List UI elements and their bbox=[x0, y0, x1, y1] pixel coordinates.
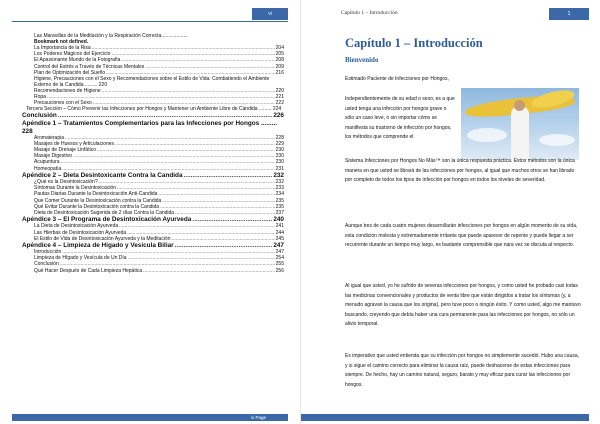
toc-entry-page: 222 bbox=[275, 100, 284, 107]
toc-error-note: Bookmark not defined. bbox=[34, 39, 89, 46]
person-head-shape bbox=[514, 100, 525, 111]
person-shape bbox=[511, 106, 529, 160]
toc-chapter-entry[interactable] bbox=[22, 242, 284, 250]
toc-entry-page: 256 bbox=[275, 267, 284, 274]
woman-with-yellow-scarf-photo bbox=[461, 88, 579, 160]
right-page-footer bbox=[301, 414, 589, 421]
right-page bbox=[300, 0, 600, 424]
toc-entry-title: Conclusión bbox=[34, 261, 59, 268]
toc-entry-title: Introducción bbox=[34, 249, 62, 256]
toc-leader-dots: ......... bbox=[259, 119, 277, 127]
paragraph-statistics: Aunque tres de cada cuatro mujeres desarrollarán infecciones por hongos en algún momento de su vida, esta condición molesta y extremadamente irritante que puede aparecer de repente y puede llegar a ser recurrente durante un tiempo muy largo, es bastante comprensible que nara vez se discuta al respecto. bbox=[345, 223, 578, 249]
toc-entry-page: 228 bbox=[275, 135, 284, 142]
toc-entry-page: 247 bbox=[275, 249, 284, 256]
toc-entry-title: Dieta de Desintoxicación Sugerida de 2 días Contra la Candida bbox=[34, 209, 175, 216]
section-title: Bienvenido bbox=[345, 56, 379, 64]
toc-entry-title: ¿Qué es la Desintoxicación? bbox=[34, 179, 98, 186]
toc-entry-page: 240 bbox=[273, 215, 284, 223]
toc-entry-page: 228 bbox=[22, 127, 33, 135]
toc-entry-page: 205 bbox=[275, 51, 284, 58]
toc-entry-title: Los Poderes Mágicos del Ejercicio bbox=[34, 51, 111, 58]
toc-entry-title: El Apasionante Mundo de la Fotografía bbox=[34, 57, 121, 64]
toc-entry-title: Qué Hacer Después de Cada Limpieza Hepática bbox=[34, 267, 143, 274]
toc-entry-title: Las Hierbas de Desintoxicación Ayurveda bbox=[34, 229, 127, 236]
toc-entry-page: 255 bbox=[275, 261, 284, 268]
toc-entry-page: 204 bbox=[275, 45, 284, 52]
toc-leader-dots: ......... bbox=[83, 81, 99, 88]
toc-entry-title: Masaje de Drenaje Linfático bbox=[34, 147, 96, 154]
toc-entry-page: 235 bbox=[275, 203, 284, 210]
toc-entry-title: Masaje Digestivo bbox=[34, 153, 73, 160]
toc-entry-title: La Importancia de la Risa bbox=[34, 45, 91, 52]
toc-leader-dots bbox=[175, 242, 273, 250]
chapter-title: Capítulo 1 – Introducción bbox=[345, 36, 483, 50]
toc-entry-title: Apéndice 1 – Tratamientos Complementarios para las Infecciones por Hongos bbox=[22, 119, 260, 127]
toc-entry-page: 237 bbox=[275, 209, 284, 216]
left-page-footer bbox=[12, 414, 288, 421]
running-header-title: Capítulo 1 – Introducción bbox=[341, 10, 398, 16]
paragraph-cause: Es imperativo que usted entienda que su infección por hongos no simplemente sucedió. Hubo una causa, y si sigue el camino correcto para eliminar la causa raíz, puede deshacerse de estas infecciones para siempre. De hecho, hay un camino natural, seguro, barato y muy eficaz para curar las infecciones por hongos. bbox=[345, 353, 580, 388]
right-page-header bbox=[341, 8, 589, 21]
toc-entry-title: Pautas Diarias Durante la Desintoxicación Anti-Candida bbox=[34, 191, 158, 198]
toc-entry[interactable] bbox=[22, 268, 284, 274]
right-page-number-box: 1 bbox=[549, 8, 589, 20]
toc-entry-title: Síntomas Durante la Desintoxicación bbox=[34, 185, 116, 192]
toc-chapter-entry[interactable] bbox=[22, 216, 284, 224]
toc-entry-page: 224 bbox=[272, 106, 282, 113]
toc-entry-page: 231 bbox=[275, 165, 284, 172]
toc-entry-page: 232 bbox=[273, 171, 284, 179]
toc-entry[interactable]: Las Maravillas de la Meditación y la Respiración Correcta................... bbox=[34, 33, 188, 39]
toc-entry-page: 220 bbox=[275, 87, 284, 94]
toc-entry-title: Aromaterapia bbox=[34, 135, 65, 142]
toc-entry-title: Apéndice 3 – El Programa de Desintoxicación Ayurveda bbox=[22, 215, 192, 223]
toc-entry-page: 216 bbox=[275, 69, 284, 76]
toc-entry-page: 226 bbox=[273, 112, 284, 120]
paragraph-intro: Independientemente de su edad o sexo, es a que usted tenga una infección por hongos grave o sólo un caso leve, o sin importar cómo se manifiesta su trastorno de infección por hongos, los métodos que comprende el bbox=[345, 96, 455, 141]
toc-entry-page: 245 bbox=[275, 235, 284, 242]
cloud-shape bbox=[467, 128, 507, 142]
toc-entry-page: 235 bbox=[275, 197, 284, 204]
toc-entry-title: Apéndice 2 – Dieta Desintoxicante Contra la Candida bbox=[22, 171, 183, 179]
toc-entry-page: 230 bbox=[275, 147, 284, 154]
toc-chapter-entry[interactable] bbox=[22, 172, 284, 180]
toc-leader-dots bbox=[58, 112, 273, 120]
toc-entry-page: 221 bbox=[275, 94, 284, 101]
toc-entry-page: 234 bbox=[275, 191, 284, 198]
toc-entry-title: Precauciones con el Sexo bbox=[34, 100, 92, 107]
paragraph-experience: Al igual que usted, yo he sufrido de severas infecciones por hongos, y como usted he probado casi todas las medicinas convencionales y productos de venta libre que están dirigidos a tratar los síntomas (y, a menudo agravan la causa que los origina), pero tuve poco o ningún éxito. Y como usted, algo me mantuvo buscando, creyendo que debía haber una cura permanente para las infecciones por hongos, no sólo un alivio temporal. bbox=[345, 283, 581, 328]
left-page-number-box: vi bbox=[252, 8, 288, 20]
paragraph-system: Sistema Infecciones por Hongos No Más™ son la única respuesta práctica. Estos métodos son la única manera en que usted se librará de las infecciones por hongos, al igual que muchos otros se han librado por completo de todos los tipos de infección por hongos en todos los niveles de severidad. bbox=[345, 158, 575, 184]
toc-entry-page: 230 bbox=[275, 153, 284, 160]
toc-entry-page: 209 bbox=[275, 63, 284, 70]
toc-entry-title: Tercera Sección – Cómo Prevenir las Infecciones por Hongos y Mantener un Ambiente Libre de Cándida bbox=[26, 106, 258, 113]
toc-entry-title: Higiene, Precauciones con el Sexo y Recomendaciones sobre el Estilo de Vida: Combatiendo el Ambiente Externo de la Candida bbox=[34, 75, 270, 88]
toc-leader-dots bbox=[184, 172, 273, 180]
left-page-header bbox=[12, 8, 288, 22]
toc-entry-title: Homeopatía bbox=[34, 165, 62, 172]
toc-entry-title: Limpieza de Hígado y Vesícula de Un Día bbox=[34, 255, 127, 262]
toc-entry-title: Plan de Optimización del Sueño bbox=[34, 69, 106, 76]
toc-entry-title: La Dieta de Desintoxicación Ayurveda bbox=[34, 223, 119, 230]
toc-leader-dots bbox=[143, 268, 275, 274]
toc-entry-page: 233 bbox=[275, 185, 284, 192]
toc-entry-title: Que Comer Durante la Desintoxicación contra la Candida bbox=[34, 197, 162, 204]
toc-entry-page: 220 bbox=[98, 81, 108, 88]
toc-entry-title: Ropa bbox=[34, 94, 46, 101]
toc-entry-title: El Estilo de Vida de Desintoxicación Ayurveda y la Meditación bbox=[34, 235, 171, 242]
toc-entry-title: Qué Evitar Durante la Desintoxicación contra la Candida bbox=[34, 203, 160, 210]
toc-entry[interactable] bbox=[22, 120, 284, 135]
toc-entry-page: 208 bbox=[275, 57, 284, 64]
toc-entry-title: Apéndice 4 – Limpieza de Hígado y Vesícula Biliar bbox=[22, 241, 174, 249]
toc-entry-page: 241 bbox=[275, 223, 284, 230]
toc-entry-title: Control del Estrés a Través de Técnicas Mentales bbox=[34, 63, 145, 70]
toc-leader-dots: ......... bbox=[257, 106, 273, 113]
toc-leader-dots bbox=[192, 216, 272, 224]
cloud-shape bbox=[539, 134, 575, 146]
table-of-contents bbox=[22, 33, 284, 274]
toc-chapter-entry[interactable] bbox=[22, 112, 284, 120]
toc-entry-page: 232 bbox=[275, 179, 284, 186]
toc-entry-page: 254 bbox=[275, 255, 284, 262]
toc-entry-title: Masajes de Huesos y Articulaciones bbox=[34, 141, 115, 148]
paragraph-greeting: Estimado Paciente de Infecciones por Hongos, bbox=[345, 76, 449, 82]
toc-entry-title: Conclusión bbox=[22, 112, 57, 120]
toc-entry-page: 247 bbox=[273, 241, 284, 249]
toc-entry[interactable] bbox=[22, 76, 284, 88]
toc-entry-page: 230 bbox=[275, 159, 284, 166]
toc-entry-title: Acupuntura bbox=[34, 159, 60, 166]
toc-entry-title: Recomendaciones de Higiene bbox=[34, 87, 101, 94]
toc-entry-page: 244 bbox=[275, 229, 284, 236]
left-page-footer-label: vi Page bbox=[250, 415, 266, 420]
toc-entry-page: 229 bbox=[275, 141, 284, 148]
